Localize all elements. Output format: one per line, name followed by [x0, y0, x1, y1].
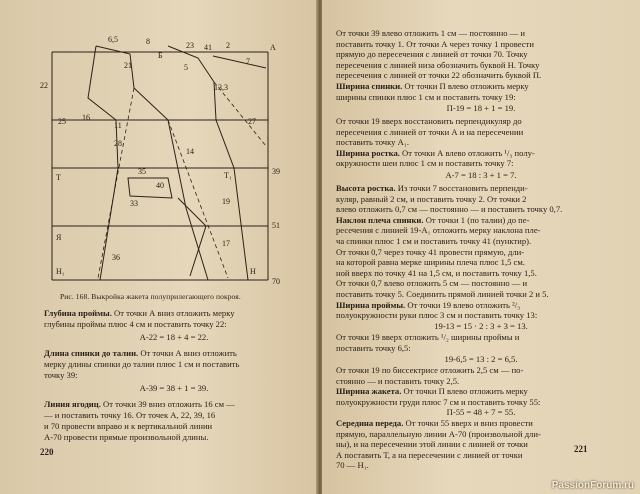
text-line: От точки 19 вверх отложить ¹/₂ ширины проймы и — [336, 332, 520, 342]
text-line: окружности шеи плюс 1 см и поставить точку 7: — [336, 158, 514, 169]
point-label: 8 — [146, 37, 150, 46]
point-label: 13,3 — [214, 83, 228, 92]
point-label: 41 — [204, 43, 212, 52]
text-line: Ширина жакета. От точки П влево отложить мерку — [336, 386, 528, 397]
text-line: куляр, равный 2 см, и поставить точку 2. От точки 2 — [336, 193, 527, 204]
point-label: 7 — [246, 57, 250, 66]
point-label: Т — [56, 173, 61, 182]
text-line: глубины проймы плюс 4 см и поставить точку 22: — [44, 319, 227, 329]
text-line: влево отложить 0,7 см — постоянно — и поставить точку 0,7. — [336, 204, 563, 215]
formula: А-7 = 18 : 3 + 1 = 7. — [445, 170, 517, 180]
text-line: Ширина спинки. От точки П влево отложить мерку — [336, 81, 529, 91]
text-line: Глубина проймы. От точки А вниз отложить мерку — [44, 308, 235, 318]
point-label: 28 — [114, 139, 122, 148]
point-label: 25 — [58, 117, 66, 126]
text-line: Наклон плеча спинки. От точки 1 (по талии) до пе- — [336, 214, 530, 225]
point-label: 21 — [124, 61, 132, 70]
point-label: 19 — [222, 197, 230, 206]
text-line: 70 — H₁. — [336, 460, 369, 471]
text-line: полуокружности руки плюс 3 см и поставить точку 13: — [336, 310, 538, 321]
text-line: А поставить Т, а на пересечении с линией от точки — [336, 449, 523, 460]
point-label: 33 — [130, 199, 138, 208]
formula: 19-13 = 15 · 2 : 3 + 3 = 13. — [434, 321, 528, 331]
watermark: PassionForum.ru — [551, 480, 634, 491]
point-label: 23 — [186, 41, 194, 50]
text-line: поставить точку 5. Соединить прямой линией точки 2 и 5. — [336, 289, 549, 299]
page-number: 221 — [574, 444, 588, 454]
point-label: 17 — [222, 239, 230, 248]
text-line: А-70 провести прямые произвольной длины. — [44, 432, 209, 442]
formula: А-39 = 38 + 1 = 39. — [139, 383, 209, 393]
point-label: T₁ — [224, 171, 232, 180]
text-line: Высота ростка. Из точки 7 восстановить перпенди- — [336, 183, 528, 193]
left-page — [0, 0, 318, 494]
text-line: точку 39: — [44, 370, 78, 380]
text-line: пересечения с линией от точки 22 обозначить буквой П. — [336, 70, 542, 81]
point-label: A — [270, 43, 276, 52]
text-line: прямую, параллельную линии А-70 (произвольной дли- — [336, 428, 541, 439]
text-line: на которой равна мерке ширины плеча плюс 1,5 см. — [336, 257, 525, 268]
point-label: 5 — [184, 63, 188, 72]
text-line: ширины спинки плюс 1 см и поставить точку 19: — [336, 91, 516, 102]
point-label: Я — [56, 233, 62, 242]
text-line: полуокружности груди плюс 7 см и поставить точку 55: — [336, 396, 541, 407]
point-label: 2 — [226, 41, 230, 50]
text-line: ресечения с линией 19-А₁ отложить мерку наклона пле- — [336, 225, 541, 236]
figure-caption: Рис. 168. Выкройка жакета полуприлегающего покроя. — [60, 292, 241, 301]
text-line: От точки 0,7 через точку 41 провести прямую, дли- — [336, 246, 525, 257]
point-label: 22 — [40, 81, 48, 90]
text-line: От точки 19 вверх восстановить перпендикуляр до — [336, 116, 522, 126]
text-line: Ширина ростка. От точки А влево отложить ¹/₃ полу- — [336, 147, 535, 158]
text-line: прямую до пересечения с линией от точки 70. Точку — [336, 49, 528, 60]
text-line: От точки 19 по биссектрисе отложить 2,5 см — по- — [336, 365, 524, 375]
point-label: 39 — [272, 167, 280, 176]
text-line: Линия ягодиц. От точки 39 вниз отложить 16 см — — [44, 399, 235, 409]
point-label: 6,5 — [108, 35, 118, 44]
text-line: поставить точку А₁. — [336, 137, 409, 148]
text-line: мерку длины спинки до талии плюс 1 см и поставить — [44, 359, 240, 369]
formula: 19-6,5 = 13 : 2 = 6,5. — [444, 354, 518, 364]
point-label: 36 — [112, 253, 120, 262]
point-label: 35 — [138, 167, 146, 176]
text-line: пересечения с линией низа обозначить буквой Н. Точку — [336, 59, 540, 70]
point-label: 14 — [186, 147, 194, 156]
text-line: поставить точку 1. От точки А через точку 1 провести — [336, 38, 534, 49]
text-line: и 70 провести вправо и к вертикальной линии — [44, 421, 213, 431]
text-line: От точки 39 влево отложить 1 см — постоянно — и — [336, 28, 525, 38]
point-label: 11 — [114, 121, 122, 130]
text-line: стоянно — и поставить точку 2,5. — [336, 375, 460, 386]
text-line: Длина спинки до талии. От точки А вниз отложить — [44, 348, 237, 358]
text-line: ны), и на пересечении этой линии с линией от точки — [336, 439, 528, 450]
right-page — [322, 0, 640, 494]
text-line: Середина переда. От точки 55 вверх и вниз провести — [336, 418, 533, 428]
text-line: поставить точку 6,5: — [336, 342, 411, 353]
page-number: 220 — [40, 447, 54, 457]
formula: А-22 = 18 + 4 = 22. — [139, 332, 209, 342]
text-line: — и поставить точку 16. От точек А, 22, 39, 16 — [44, 410, 216, 420]
formula: П-55 = 48 + 7 = 55. — [446, 407, 516, 418]
text-line: ча спинки плюс 1 см и поставить точку 41 (пунктир). — [336, 236, 532, 246]
point-label: 27 — [248, 117, 256, 126]
formula: П-19 = 18 + 1 = 19. — [446, 103, 516, 113]
text-line: ной вверх по точку 41 на 1,5 см, и поставить точку 1,5. — [336, 267, 537, 278]
point-label: H₁ — [56, 267, 65, 276]
point-label: H — [250, 267, 256, 276]
point-label: 16 — [82, 113, 90, 122]
point-label: 70 — [272, 277, 280, 286]
point-label: 51 — [272, 221, 280, 230]
text-line: От точки 0,7 влево отложить 5 см — постоянно — и — [336, 278, 528, 289]
pattern-drawing — [38, 28, 290, 290]
text-line: пересечения с линией от точки А и на пересечении — [336, 126, 524, 137]
point-label: Б — [158, 51, 163, 60]
point-label: 40 — [156, 181, 164, 190]
text-line: Ширина проймы. От точки 19 влево отложить ²/₃ — [336, 299, 521, 310]
